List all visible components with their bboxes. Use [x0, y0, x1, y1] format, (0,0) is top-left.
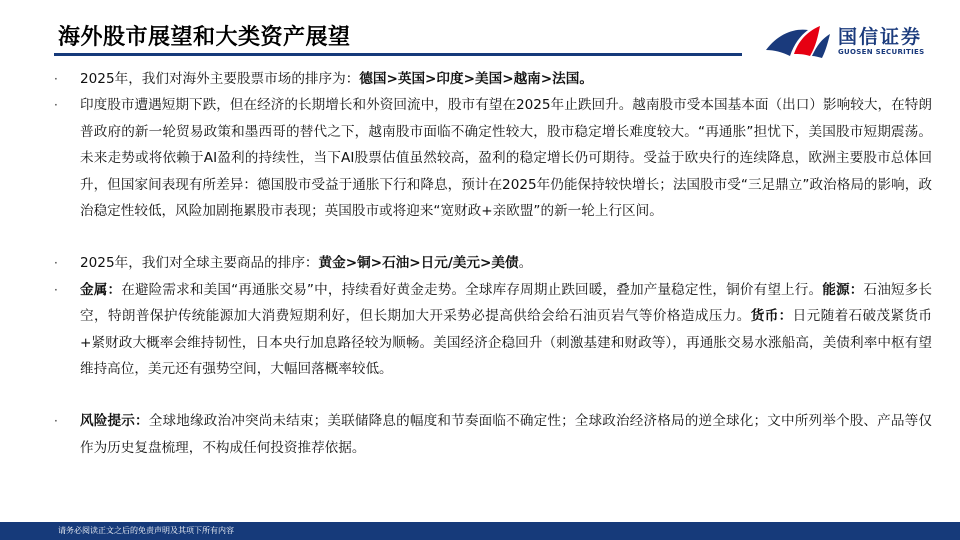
footer-bar	[0, 522, 960, 540]
bullet-equity-analysis	[52, 92, 932, 224]
bullet-dot: ·	[54, 98, 58, 113]
bullet-equity-ranking	[52, 66, 932, 92]
commodity-ranking-order: 黄金>铜>石油>日元/美元>美债	[318, 255, 519, 272]
company-logo	[764, 20, 934, 64]
bullet-dot: ·	[54, 72, 58, 86]
paragraph-gap	[52, 224, 932, 250]
bullet-dot: ·	[54, 256, 58, 271]
title-underline	[54, 53, 742, 56]
energy-label: 能源：	[822, 281, 864, 298]
energy-text: 石油短多长空，特朗普保护传统能源加大消费短期利好，但长期加大开采势必提高供给会给石油页岩气等价格造成压力。	[80, 281, 932, 325]
logo-name-cn: 国信证券	[838, 26, 923, 48]
footer-disclaimer: 请务必阅读正文之后的免责声明及其项下所有内容	[58, 526, 234, 535]
metals-text: 在避险需求和美国“再通胀交易”中，持续看好黄金走势。全球库存周期止跌回暖，叠加产量稳定性，铜价有望上行。	[121, 281, 823, 298]
bullet-risk-warning	[52, 408, 932, 461]
bullet-dot: ·	[54, 282, 58, 297]
paragraph-gap	[52, 382, 932, 408]
bullet-dot: ·	[54, 414, 58, 429]
commodity-ranking-end: 。	[518, 255, 533, 272]
bullet-commodity-ranking	[52, 250, 932, 276]
equity-analysis-text: 印度股市遭遇短期下跌，但在经济的长期增长和外资回流中，股市有望在2025年止跌回升。越南股市受本国基本面（出口）影响较大，在特朗普政府的新一轮贸易政策和墨西哥的替代之下，越南股市面临不确定性较大，股市稳定增长难度较大。“再通胀”担忧下，美国股市短期震荡。未来走势或将依赖于AI盈利的持续性，当下AI股票估值虽然较高，盈利的稳定增长仍可期待。受益于欧央行的连续降息，欧洲主要股市总体回升，但国家间表现有所差异：德国股市受益于通胀下行和降息，预计在2025年仍能保持较快增长；法国股市受“三足鼎立”政治格局的影响，政治稳定性较低，风险加剧拖累股市表现；英国股市或将迎来“宽财政+亲欧盟”的新一轮上行区间。	[80, 97, 932, 220]
logo-name-en: GUOSEN SECURITIES	[838, 48, 925, 56]
currency-label: 货币：	[750, 308, 793, 325]
equity-ranking-intro: 2025年，我们对海外主要股票市场的排序为：	[80, 71, 360, 87]
currency-text: 日元随着石破茂紧货币+紧财政大概率会维持韧性，日本央行加息路径较为顺畅。美国经济企稳回升（刺激基建和财政等），再通胀交易水涨船高，美债利率中枢有望维持高位，美元还有强势空间，大幅回落概率较低。	[80, 308, 933, 378]
equity-ranking-order: 德国>英国>印度>美国>越南>法国。	[359, 71, 593, 87]
commodity-ranking-intro: 2025年，我们对全球主要商品的排序：	[80, 255, 319, 272]
bullet-commodity-analysis	[52, 277, 932, 383]
metals-label: 金属：	[80, 281, 122, 298]
guosen-logo-icon	[764, 20, 834, 60]
risk-text: 全球地缘政治冲突尚未结束；美联储降息的幅度和节奏面临不确定性；全球政治经济格局的逆全球化；文中所列举个股、产品等仅作为历史复盘梳理，不构成任何投资推荐依据。	[80, 413, 933, 456]
risk-label: 风险提示：	[80, 413, 149, 430]
content-body	[52, 66, 932, 461]
page-title: 海外股市展望和大类资产展望	[58, 25, 351, 50]
